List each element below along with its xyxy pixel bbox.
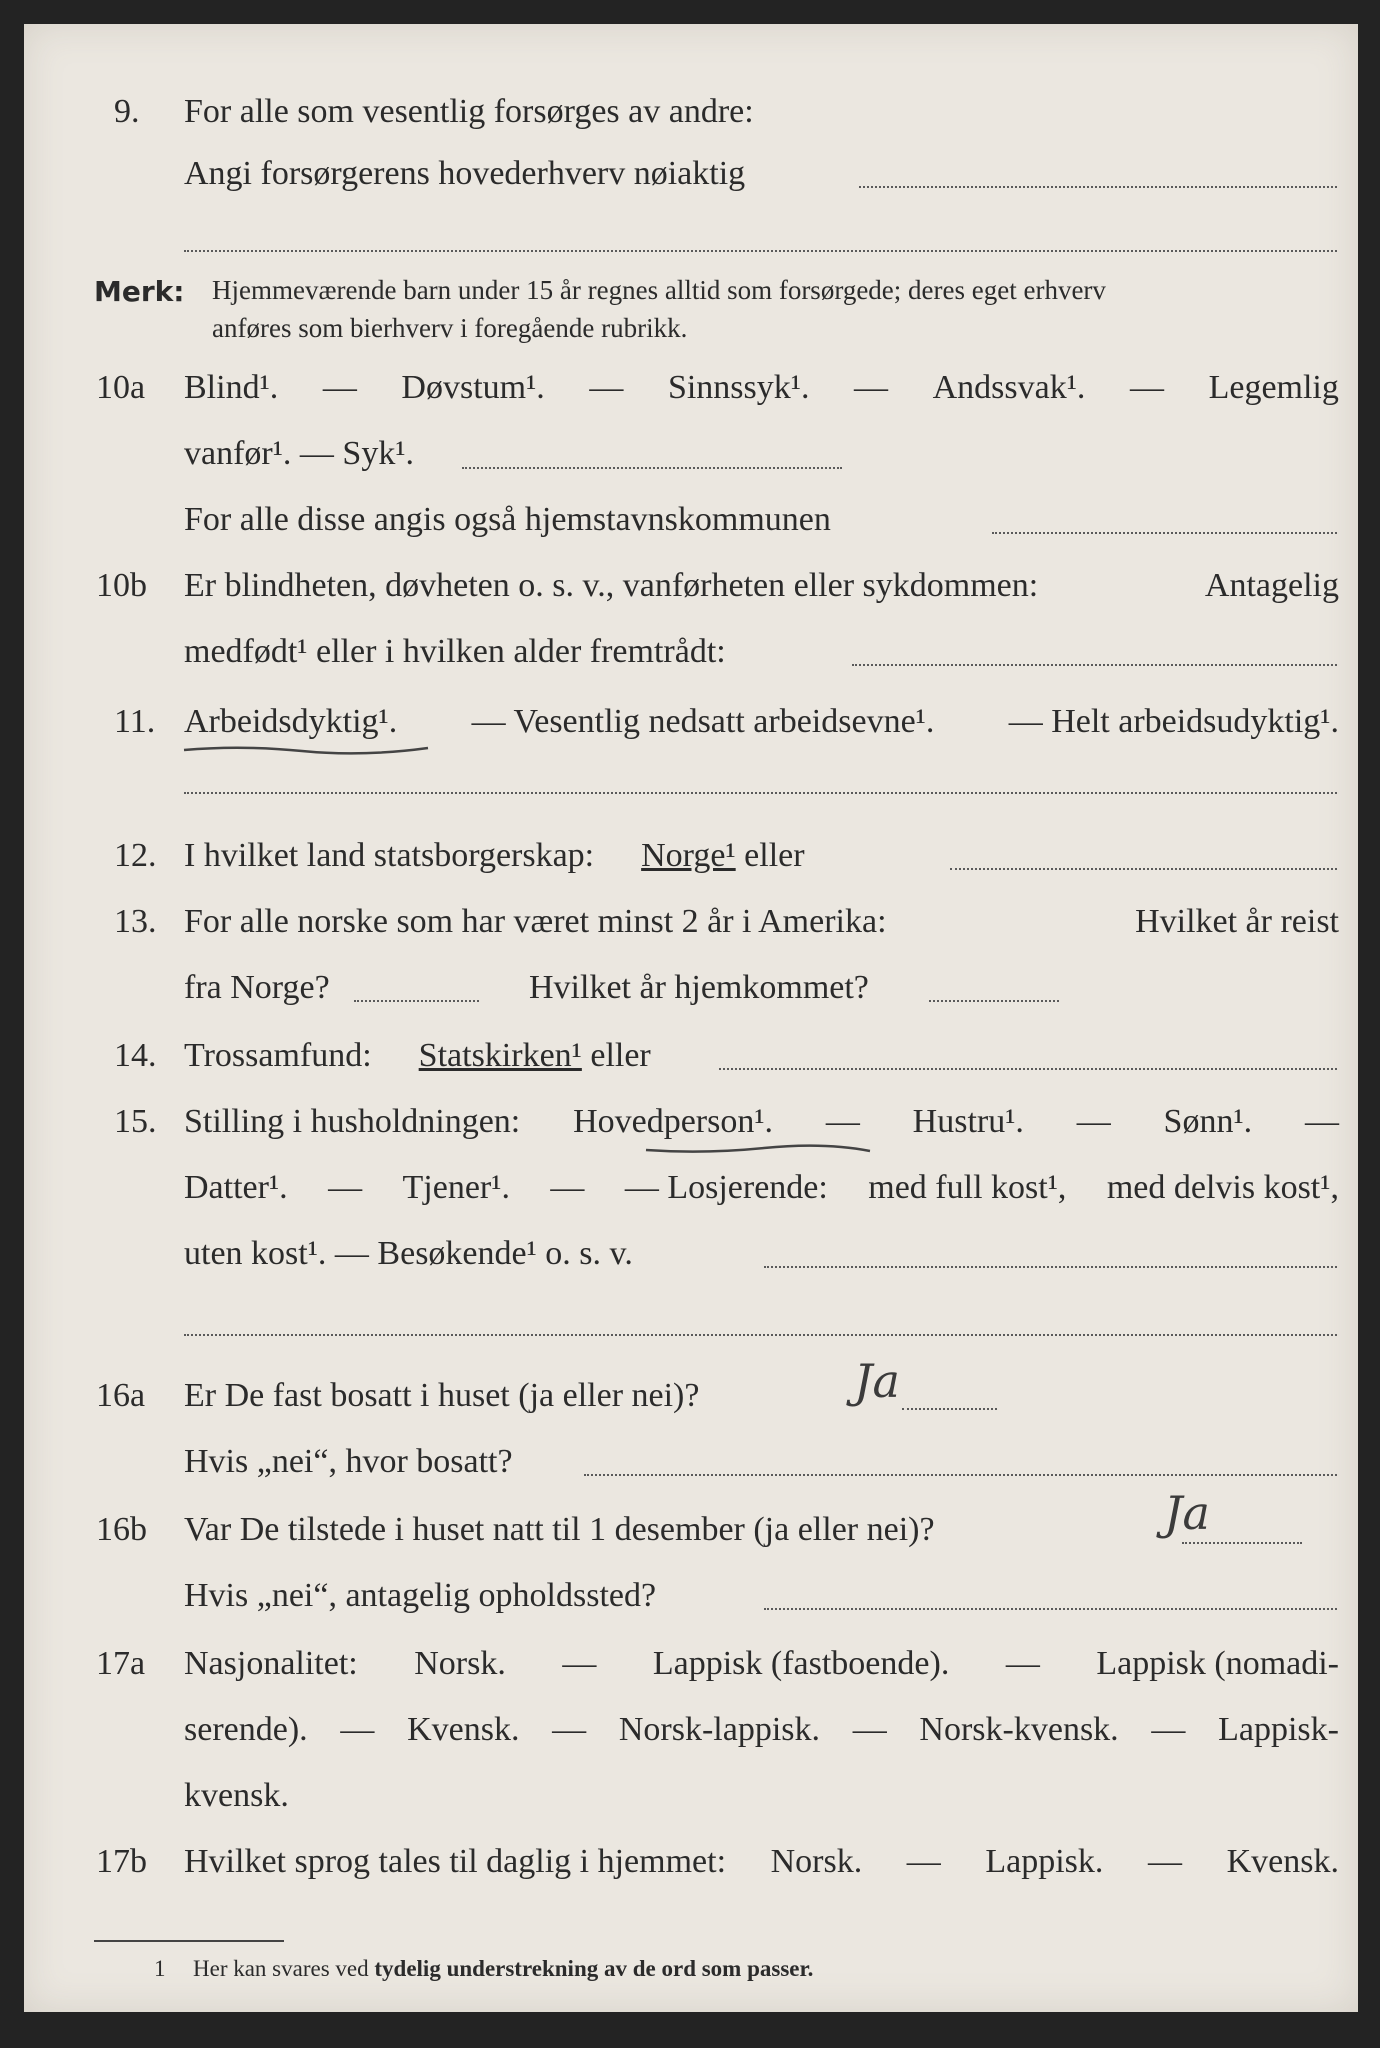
- opt-arbeidsdyktig[interactable]: Arbeidsdyktig¹.: [184, 703, 398, 740]
- opt-legemlig[interactable]: Legemlig: [1208, 369, 1339, 406]
- q16a-line1: Er De fast bosatt i huset (ja eller nei)?: [184, 1377, 700, 1414]
- handwritten-answer-16b: Ja: [1164, 1486, 1210, 1540]
- item-number-10a: 10a: [96, 369, 146, 406]
- opt-datter[interactable]: Datter¹.: [184, 1169, 288, 1206]
- q16b-line1: Var De tilstede i huset natt til 1 desember (ja eller nei)?: [184, 1511, 935, 1548]
- opt-lappisk-nomadi[interactable]: Lappisk (nomadi-: [1096, 1645, 1339, 1682]
- opt-norsk[interactable]: Norsk.: [414, 1645, 506, 1682]
- q16b-answer-line[interactable]: [1182, 1542, 1302, 1544]
- q16b-line2: Hvis „nei“, antagelig opholdssted?: [184, 1577, 657, 1614]
- opt-norsk-kvensk[interactable]: Norsk-kvensk.: [919, 1711, 1119, 1748]
- q13-line1: For alle norske som har været minst 2 år i Amerika: Hvilket år reist: [184, 903, 1339, 940]
- opt-dovstum[interactable]: Døvstum¹.: [401, 369, 545, 406]
- opt-andssvak[interactable]: Andssvak¹.: [932, 369, 1086, 406]
- q17a-line2: serende). — Kvensk. — Norsk-lappisk. — Norsk-kvensk. — Lappisk-: [184, 1711, 1339, 1748]
- opt-tjener[interactable]: Tjener¹.: [402, 1169, 510, 1206]
- opt-besokende[interactable]: Besøkende¹: [377, 1235, 537, 1272]
- opt-nedsatt[interactable]: — Vesentlig nedsatt arbeidsevne¹.: [471, 703, 935, 740]
- q10a-answer-line[interactable]: [462, 467, 842, 469]
- note-line1: Hjemmeværende barn under 15 år regnes alltid som forsørgede; deres eget erhverv: [212, 275, 1106, 305]
- q10a-line1: Blind¹. — Døvstum¹. — Sinnssyk¹. — Andssvak¹. — Legemlig: [184, 369, 1339, 406]
- item-number-17a: 17a: [96, 1645, 146, 1682]
- opt-kvensk[interactable]: Kvensk.: [407, 1711, 520, 1748]
- note-label: Merk:: [94, 275, 185, 308]
- q15-answer-line-2[interactable]: [184, 1334, 1337, 1336]
- item-number-9: 9.: [114, 93, 140, 130]
- opt-17b-lappisk[interactable]: Lappisk.: [985, 1843, 1104, 1880]
- item-number-16b: 16b: [96, 1511, 147, 1548]
- opt-17b-kvensk[interactable]: Kvensk.: [1226, 1843, 1339, 1880]
- q14-line: Trossamfund: Statskirken¹ eller: [184, 1037, 651, 1074]
- q10b-answer-line[interactable]: [852, 664, 1337, 666]
- opt-sonn[interactable]: Sønn¹.: [1163, 1103, 1253, 1140]
- q16a-bosatt-line[interactable]: [584, 1474, 1337, 1476]
- q15-line2: Datter¹. — Tjener¹. — — Losjerende: med full kost¹, med delvis kost¹,: [184, 1169, 1339, 1206]
- q13-line2b: Hvilket år hjemkommet?: [529, 969, 869, 1006]
- q13-line2a: fra Norge?: [184, 969, 330, 1006]
- opt-statskirken[interactable]: Statskirken¹: [418, 1037, 582, 1074]
- q15-line1: Stilling i husholdningen: Hovedperson¹. — Hustru¹. — Sønn¹. —: [184, 1103, 1339, 1140]
- q14-answer-line[interactable]: [719, 1068, 1337, 1070]
- opt-lappisk-fast[interactable]: Lappisk (fastboende).: [652, 1645, 950, 1682]
- item-number-14: 14.: [114, 1037, 157, 1074]
- opt-uten-kost[interactable]: uten kost¹.: [184, 1235, 327, 1272]
- opt-hustru[interactable]: Hustru¹.: [912, 1103, 1024, 1140]
- q10a-home-municipality-line[interactable]: [992, 532, 1337, 534]
- q10b-line2: medfødt¹ eller i hvilken alder fremtrådt:: [184, 633, 726, 670]
- opt-norsk-lappisk[interactable]: Norsk-lappisk.: [618, 1711, 821, 1748]
- note-line2: anføres som bierhverv i foregående rubrikk.: [212, 313, 688, 343]
- q16a-answer-line[interactable]: [902, 1408, 997, 1410]
- q9-line2: Angi forsørgerens hovederhverv nøiaktig: [184, 155, 746, 192]
- footnote-rule: [94, 1940, 284, 1942]
- footnote: 1 Her kan svares ved tydelig understrekning av de ord som passer.: [154, 1956, 814, 1981]
- q17a-line1: Nasjonalitet: Norsk. — Lappisk (fastboende). — Lappisk (nomadi-: [184, 1645, 1339, 1682]
- opt-arbeidsudyktig[interactable]: — Helt arbeidsudyktig¹.: [1008, 703, 1339, 740]
- q13-hjemkommet-line[interactable]: [929, 1000, 1059, 1002]
- opt-blind[interactable]: Blind¹.: [184, 369, 279, 406]
- opt-full-kost[interactable]: med full kost¹,: [868, 1169, 1067, 1206]
- opt-17b-norsk[interactable]: Norsk.: [770, 1843, 863, 1880]
- q9-line1: For alle som vesentlig forsørges av andre:: [184, 93, 754, 130]
- item-number-10b: 10b: [96, 567, 147, 604]
- item-number-12: 12.: [114, 837, 157, 874]
- handwritten-answer-16a: Ja: [854, 1354, 900, 1408]
- item-number-16a: 16a: [96, 1377, 146, 1414]
- item-number-17b: 17b: [96, 1843, 147, 1880]
- opt-sinnssyk[interactable]: Sinnssyk¹.: [667, 369, 810, 406]
- census-form-page: [24, 24, 1358, 2012]
- q16b-opphold-line[interactable]: [764, 1608, 1337, 1610]
- q11-line: [184, 702, 1339, 742]
- item-number-11: 11.: [114, 703, 156, 740]
- q15-line3: uten kost¹. — Besøkende¹ o. s. v.: [184, 1235, 633, 1272]
- opt-lappisk[interactable]: Lappisk-: [1218, 1711, 1339, 1748]
- q10a-line2: vanfør¹. — Syk¹.: [184, 435, 415, 472]
- opt-hovedperson[interactable]: Hovedperson¹.: [573, 1103, 774, 1140]
- handwritten-underline-2: [644, 1142, 874, 1158]
- q10b-line1: Er blindheten, døvheten o. s. v., vanførheten eller sykdommen: Antagelig: [184, 567, 1339, 604]
- q16a-line2: Hvis „nei“, hvor bosatt?: [184, 1443, 513, 1480]
- item-number-15: 15.: [114, 1103, 157, 1140]
- q17a-line3[interactable]: kvensk.: [184, 1777, 289, 1814]
- q17b-line: Hvilket sprog tales til daglig i hjemmet: Norsk. — Lappisk. — Kvensk.: [184, 1843, 1339, 1880]
- q10a-line3: For alle disse angis også hjemstavnskommunen: [184, 501, 831, 538]
- q9-answer-line-2[interactable]: [184, 250, 1337, 252]
- item-number-13: 13.: [114, 903, 157, 940]
- opt-delvis-kost[interactable]: med delvis kost¹,: [1106, 1169, 1339, 1206]
- q9-answer-line[interactable]: [859, 186, 1337, 188]
- opt-norge[interactable]: Norge¹: [641, 837, 736, 874]
- handwritten-underline: [182, 742, 432, 758]
- q12-answer-line[interactable]: [950, 868, 1337, 870]
- q15-answer-line[interactable]: [764, 1266, 1337, 1268]
- q12-line: I hvilket land statsborgerskap: Norge¹ eller: [184, 837, 805, 874]
- q13-reist-line[interactable]: [354, 1000, 479, 1002]
- q11-answer-line[interactable]: [184, 792, 1337, 794]
